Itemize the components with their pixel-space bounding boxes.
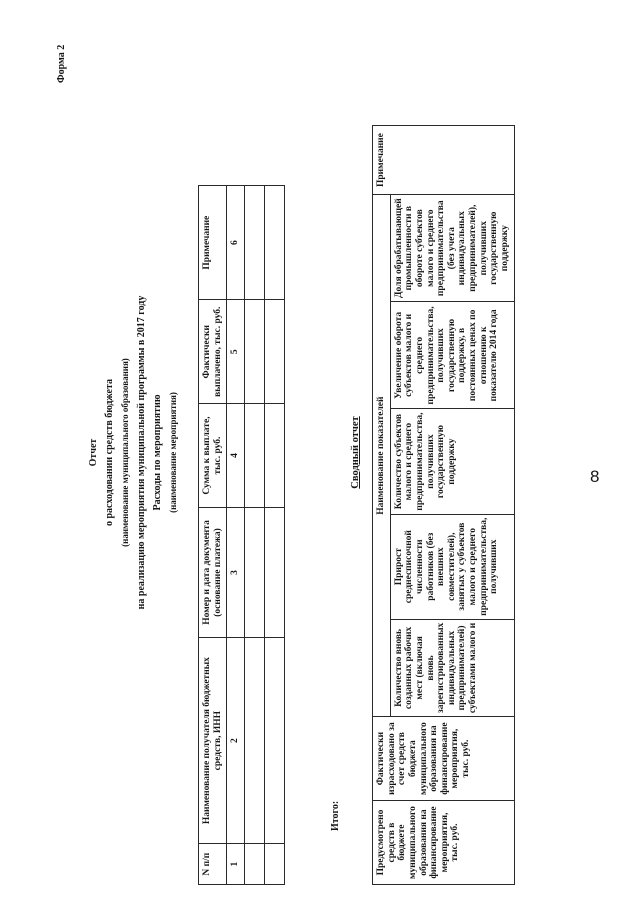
- indicator-new-jobs: Количество вновь созданных рабочих мест (включая вновь зарегистрированных индивидуальных предпринимателей) субъектами малого и: [390, 619, 514, 716]
- numbering-cell: 2: [227, 638, 245, 844]
- total-label: Итого:: [330, 800, 341, 831]
- indicator-supported-count: Количество субъектов малого и среднего предпринимательства, получивших государственную поддержку: [390, 409, 514, 514]
- summary-note-header: Примечание: [373, 126, 515, 195]
- report-title: Отчет: [88, 438, 99, 467]
- numbering-cell: 4: [227, 404, 245, 508]
- col-document-header: Номер и дата документа (основание платежа): [199, 507, 227, 637]
- indicator-headcount-growth: Прирост среднесписочной численности работников (без внешних совместителей), занятых у субъектов малого и среднего предпринимательства, получивших: [390, 514, 514, 619]
- actual-spent-header: Фактически израсходовано за счет средств бюджета муниципального образования на финансирование мероприятия, тыс. руб.: [373, 717, 515, 801]
- report-line3: Расходы по мероприятию: [152, 394, 163, 511]
- summary-table: [372, 125, 515, 885]
- col-paid-header: Фактически выплачено, тыс. руб.: [199, 300, 227, 404]
- report-line3-caption: (наименование мероприятия): [168, 392, 178, 513]
- report-line2: на реализацию мероприятия муниципальной программы в 2017 году: [136, 295, 147, 610]
- col-note-header: Примечание: [199, 186, 227, 300]
- planned-funds-header: Предусмотрено средств в бюджете муниципального образования на финансирование мероприятия, тыс. руб.: [373, 801, 515, 885]
- indicators-group-header: Наименование показателей: [373, 195, 391, 717]
- report-line1-caption: (наименование муниципального образования): [120, 358, 130, 547]
- indicator-manufacturing-share: Доля обрабатывающей промышленности в обороте субъектов малого и среднего предпринимательства (без учета индивидуальных предпринимателей), получивших государственную поддержку: [390, 195, 514, 302]
- form-label: Форма 2: [56, 44, 67, 83]
- summary-title: Сводный отчет: [350, 416, 361, 489]
- report-line1: о расходовании средств бюджета: [104, 378, 115, 527]
- payments-table-header-row: [199, 186, 227, 885]
- payments-table: [198, 185, 285, 885]
- col-recipient-header: Наименование получателя бюджетных средств, ИНН: [199, 638, 227, 844]
- payments-table-numbering-row: [227, 186, 245, 885]
- numbering-cell: 6: [227, 186, 245, 300]
- summary-table-header-row: [373, 126, 391, 885]
- col-number-header: N п/п: [199, 844, 227, 885]
- payments-table-empty-row: [264, 186, 284, 885]
- col-sum-header: Сумма к выплате, тыс. руб.: [199, 404, 227, 508]
- numbering-cell: 5: [227, 300, 245, 404]
- numbering-cell: 1: [227, 844, 245, 885]
- payments-table-empty-row: [244, 186, 264, 885]
- indicator-turnover-growth: Увеличение оборота субъектов малого и среднего предпринимательства, получивших государственную поддержку, в постоянных ценах по отношению к показателю 2014 года: [390, 302, 514, 409]
- numbering-cell: 3: [227, 507, 245, 637]
- page-number: 8: [590, 467, 600, 486]
